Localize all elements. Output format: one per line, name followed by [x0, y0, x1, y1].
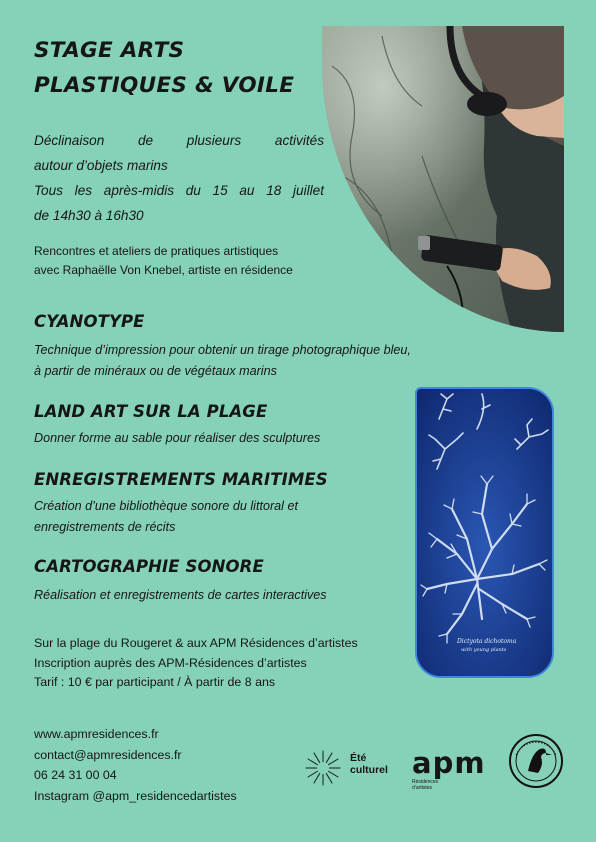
apm-subtitle — [412, 779, 502, 791]
section-title-enregistrements: ENREGISTREMENTS MARITIMES — [34, 470, 328, 489]
ete-culturel-text — [350, 752, 388, 776]
contact-block — [34, 724, 294, 806]
section-title-cyanotype: CYANOTYPE — [34, 312, 145, 331]
lead-line-4: de 14h30 à 16h30 — [34, 208, 144, 223]
seaweed-illustration — [417, 389, 552, 676]
apm-logo — [412, 748, 502, 792]
lead-line-1: Déclinaison de plusieurs activités — [34, 133, 324, 148]
instagram-handle[interactable]: Instagram @apm_residencedartistes — [34, 788, 237, 803]
lead-line-3: Tous les après-midis du 15 au 18 juillet — [34, 183, 324, 198]
email-link[interactable]: contact@apmresidences.fr — [34, 747, 182, 762]
info-location: Sur la plage du Rougeret & aux APM Résidences d’artistes — [34, 636, 358, 650]
apm-sub-line-2: d’artistes — [412, 785, 433, 791]
section-title-land-art: LAND ART SUR LA PLAGE — [34, 402, 268, 421]
ete-line: Été — [350, 752, 367, 764]
desc-line: à partir de minéraux ou de végétaux marins — [34, 364, 277, 378]
association-seal-logo — [508, 733, 564, 789]
info-registration: Inscription auprès des APM-Résidences d’artistes — [34, 655, 307, 670]
lead-line-2: autour d’objets marins — [34, 158, 168, 173]
section-desc-enregistrements — [34, 496, 404, 538]
apm-wordmark: apm — [412, 746, 486, 780]
poster-title — [34, 33, 334, 103]
photo-illustration — [322, 26, 564, 332]
apm-sub-line-1: Résidences — [412, 779, 439, 785]
desc-line: Réalisation et enregistrements de cartes interactives — [34, 588, 327, 602]
recording-photo — [322, 26, 564, 332]
intro-line-2: avec Raphaëlle Von Knebel, artiste en résidence — [34, 263, 293, 277]
section-title-cartographie: CARTOGRAPHIE SONORE — [34, 557, 264, 576]
ete-culturel-logo — [303, 748, 403, 788]
cyanotype-caption-line-2: with young plants — [461, 647, 507, 653]
bird-seal-icon — [508, 733, 564, 789]
info-price: Tarif : 10 € par participant / À partir de 8 ans — [34, 675, 276, 689]
title-line-2: PLASTIQUES & VOILE — [34, 73, 295, 98]
sunburst-icon — [303, 748, 347, 788]
practical-info — [34, 634, 414, 693]
cyanotype-print — [415, 387, 554, 678]
section-desc-cyanotype — [34, 340, 504, 382]
culturel-line: culturel — [350, 764, 388, 776]
desc-line: Donner forme au sable pour réaliser des sculptures — [34, 431, 321, 445]
website-link[interactable]: www.apmresidences.fr — [34, 727, 159, 741]
intro-text — [34, 242, 354, 280]
desc-line: Création d’une bibliothèque sonore du littoral et — [34, 499, 298, 513]
lead-paragraph — [34, 128, 324, 228]
section-desc-cartographie — [34, 585, 404, 606]
cyanotype-caption-line-1: Dictyota dichotoma — [457, 638, 517, 645]
intro-line-1: Rencontres et ateliers de pratiques artistiques — [34, 244, 279, 258]
title-line-1: STAGE ARTS — [34, 38, 185, 63]
desc-line: enregistrements de récits — [34, 520, 176, 534]
desc-line: Technique d’impression pour obtenir un tirage photographique bleu, — [34, 343, 411, 357]
phone-number: 06 24 31 00 04 — [34, 768, 117, 783]
